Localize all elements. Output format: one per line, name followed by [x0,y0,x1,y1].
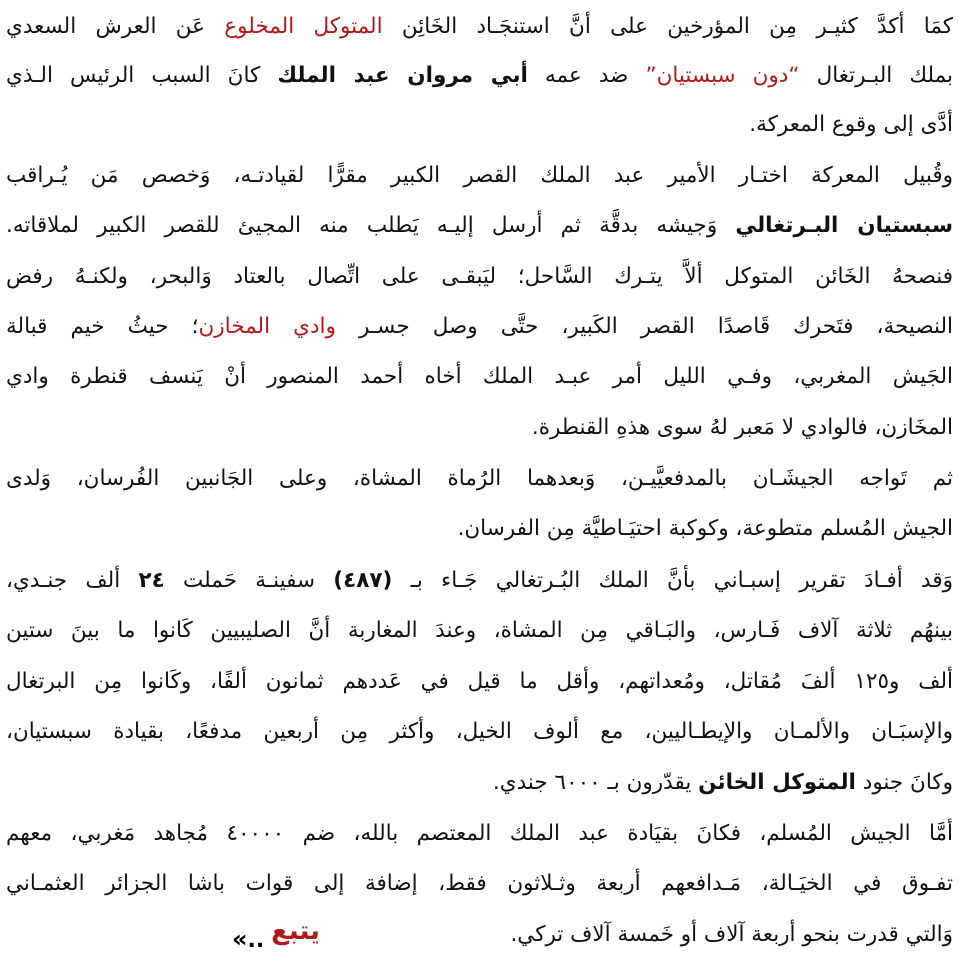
highlighted-name: “دون سبستيان” [645,63,800,88]
bold-phrase: سبستيان البـرتغالي [735,213,953,238]
text-line [493,772,953,794]
text-run: وقُبيل المعركة اختـار الأمير عبد الملك القصر الكبير مقرًّا لقيادتـه، وَخصص مَن يُـراقب [6,163,953,188]
text-run: فنصحهُ الخَائن المتوكل ألاَّ يتـرك السَّاحل؛ ليَبقـى على اتِّصال بالعتاد وَالبحر، ولكنـهُ رفض [6,264,953,289]
text-line [6,823,953,845]
text-run: والإسبَـان والألمـان والإيطـاليين، مع ألوف الخيل، وأكثر مِن أربعين مدفعًا، بقيادة سبستيان، [6,719,953,744]
text-run: أدَّى إلى وقوع المعركة. [749,112,953,137]
text-run: سفينـة حَملت [164,568,334,593]
text-run: وَالتي قدرت بنحو أربعة آلاف أو خَمسة آلاف تركي. [510,922,953,947]
text-run: ألف جنـدي، [6,568,139,593]
text-line [6,671,953,693]
text-line [6,65,953,87]
text-run: ؛ حيثُ خيم قبالة [6,314,199,339]
bold-phrase: (٤٨٧) [333,568,393,593]
text-run: وَقد أفـادَ تقرير إسبـاني بأنَّ الملك البُـرتغالي جَـاء بـ [392,568,953,593]
text-line [6,316,953,338]
text-line [6,873,953,895]
text-line [6,215,953,237]
double-arrow-icon: « [232,925,248,953]
bold-phrase: أبي مروان عبد الملك [277,63,528,88]
bold-phrase: المتوكل الخائن [698,770,856,795]
text-line [749,114,953,136]
text-line [6,721,953,743]
text-run: ضد عمه [527,63,646,88]
continue-label: يتبع [271,916,320,946]
text-run: ثم تَواجه الجيشَـان بالمدفعيَّيـن، وَبعدهما الرُماة المشاة، وعلى الجَانبين الفُرسان، وَلدى [6,466,953,491]
text-line [6,266,953,288]
text-line [6,16,953,38]
highlighted-name: المتوكل المخلوع [224,14,383,39]
text-run: يقدّرون بـ ٦٠٠٠ جندي. [492,770,699,795]
bold-phrase: ٢٤ [138,568,165,593]
continue-marker [232,916,320,954]
text-run: النصيحة، فتَحرك قَاصدًا القصر الكَبير، حتَّى وصل جسـر [335,314,953,339]
text-line [6,366,953,388]
text-run: الجَيش المغربي، وفـي الليل أمر عبـد الملك أخاه أحمد المنصور أنْ يَنسف قنطرة وادي [6,364,953,389]
text-run: أمَّا الجيش المُسلم، فكانَ بقيَادة عبد الملك المعتصم بالله، ضم ٤٠٠٠٠ مُجاهد مَغربي، معهم [6,821,953,846]
continue-dots: .. [247,928,265,953]
text-line [6,620,953,642]
text-line [6,570,953,592]
text-line [6,165,953,187]
text-line [458,518,953,540]
text-line [6,468,953,490]
text-run: بينهُم ثلاثة آلاف فَـارس، والبَـاقي مِن المشاة، وعندَ المغاربة أنَّ الصليبيين كَانوا ما بينَ ستين [6,618,953,643]
text-run: كمَا أكدَّ كثيـر مِن المؤرخين على أنَّ استنجَـاد الخَائِن [382,14,953,39]
text-run: بملك البـرتغال [799,63,953,88]
text-run: كانَ السبب الرئيس الـذي [6,63,278,88]
text-run: المخَازن، فالوادي لا مَعبر لهُ سوى هذهِ القنطرة. [531,415,953,440]
text-line [532,417,953,439]
text-run: وكانَ جنود [855,770,953,795]
highlighted-name: وادي المخازن [198,314,336,339]
text-run: ألف و١٢٥ ألفَ مُقاتل، ومُعداتهم، وأقل ما قيل في عَددهم ثمانون ألفًا، وكَانوا مِن البرتغال [6,669,954,694]
text-run: تفـوق في الخيَـالة، مَـدافعهم أربعة وثـلاثون فقط، إضافة إلى قوات باشا الجزائر العثمـاني [6,871,953,896]
text-run: الجيش المُسلم متطوعة، وكوكبة احتيَـاطيَّة مِن الفرسان. [457,516,953,541]
text-run: عَن العرش السعدي [6,14,225,39]
text-line [510,924,953,946]
text-run: وَجيشه بدقَّة ثم أرسل إليـه يَطلب منه المجيئ للقصر الكبير لملاقاته. [6,213,736,238]
